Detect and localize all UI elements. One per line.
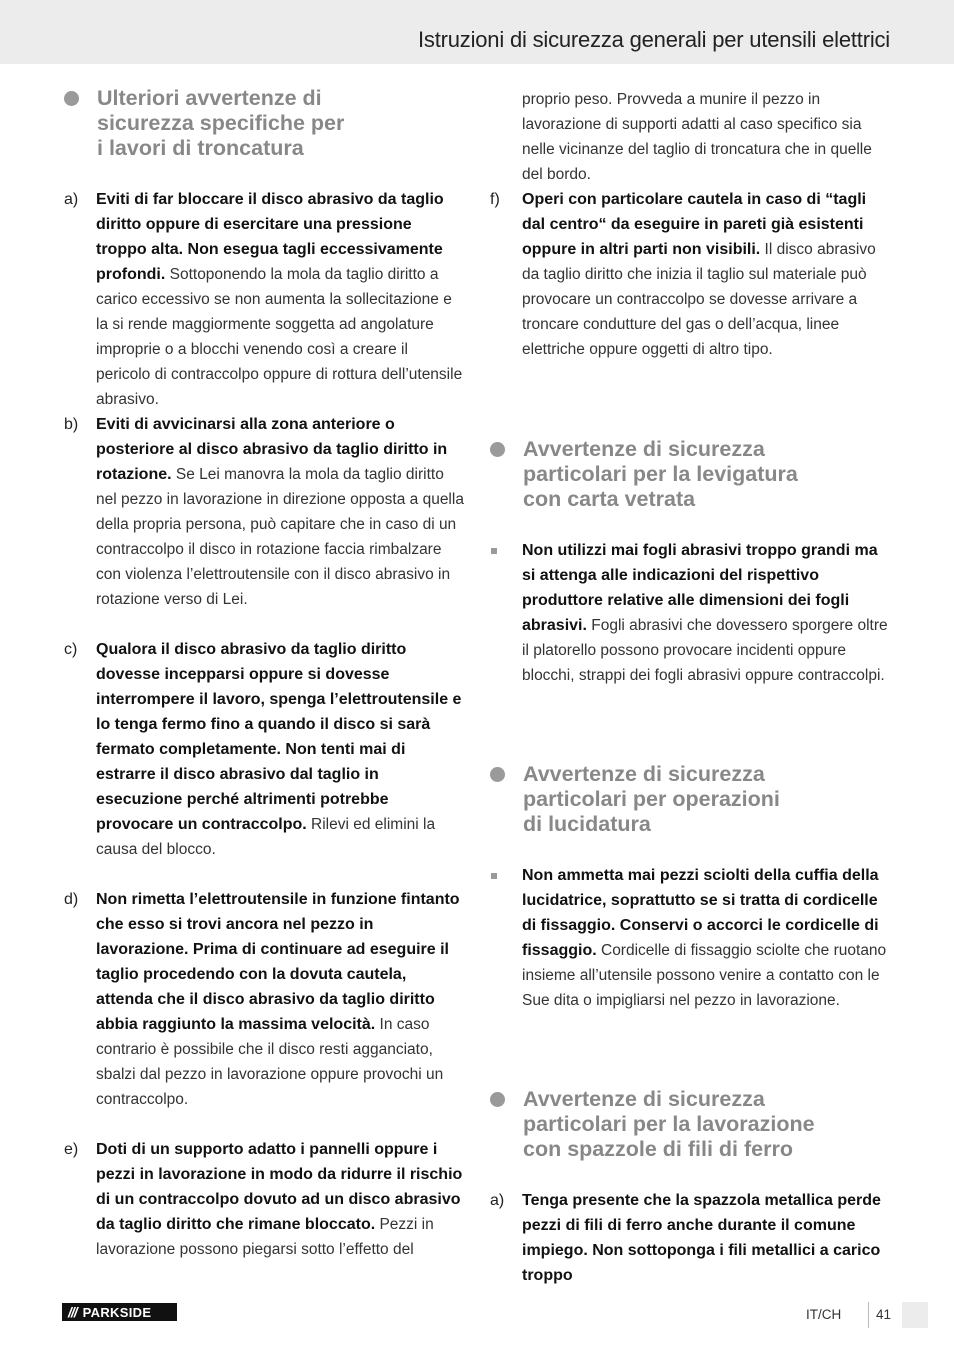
list-item-a [64, 187, 464, 412]
section-heading-text: Ulteriori avvertenze di sicurezza specifiche per i lavori di troncatura [97, 86, 345, 160]
item-marker: d) [64, 891, 79, 908]
page-header [0, 0, 954, 64]
item-body [96, 887, 464, 1112]
item-bold-text: Non ammetta mai pezzi sciolti della cuffia della lucidatrice, soprattutto se si tratta di cordicelle di fissaggio. Conservi o accorci le cordicelle di fissaggio. [522, 867, 879, 959]
list-item-d [64, 887, 464, 1112]
item-body [522, 1188, 890, 1288]
logo-text: PARKSIDE [82, 1304, 152, 1320]
item-normal-text: Pezzi in lavorazione possono piegarsi sotto l’effetto del [96, 1216, 434, 1258]
item-body [522, 187, 890, 362]
item-body [96, 412, 464, 612]
parkside-logo [62, 1303, 177, 1321]
section-heading-text: Avvertenze di sicurezza particolari per operazioni di lucidatura [523, 762, 780, 836]
item-body [96, 637, 464, 862]
item-normal-text: Sottoponendo la mola da taglio diritto a carico eccessivo se non aumenta la sollecitazione e la si rende maggiormente soggetta ad angolature improprie o a blocchi venendo così a creare il pericolo di contraccolpo oppure di rottura dell’utensile abrasivo. [96, 266, 463, 408]
section-heading-troncatura [64, 86, 464, 161]
footer-divider [868, 1302, 869, 1328]
list-item-e [64, 1137, 464, 1262]
item-bold-text: Non utilizzi mai fogli abrasivi troppo grandi ma si attenga alle indicazioni del rispettivo produttore relative alle dimensioni dei fogli abrasivi. [522, 542, 878, 634]
item-bold-text: Eviti di avvicinarsi alla zona anteriore o posteriore al disco abrasivo da taglio diritto in rotazione. [96, 416, 448, 483]
list-item-spazzole-a [490, 1188, 890, 1288]
continuation-text: proprio peso. Provveda a munire il pezzo in lavorazione di supporti adatti al caso specifico sia nelle vicinanze del taglio di troncatura che in quelle del bordo. [522, 91, 872, 183]
section-heading-levigatura [490, 437, 890, 512]
list-item-levigatura [490, 538, 890, 688]
item-normal-text: Fogli abrasivi che dovessero sporgere oltre il platorello possono provocare incidenti oppure blocchi, strappi dei fogli abrasivi oppure contraccolpi. [522, 617, 888, 684]
list-item-lucidatura [490, 863, 890, 1013]
item-marker: c) [64, 641, 78, 658]
bullet-icon [490, 1092, 505, 1107]
bullet-icon [64, 91, 79, 106]
section-heading-lucidatura [490, 762, 890, 837]
square-bullet-icon [491, 548, 497, 554]
item-bold-text: Doti di un supporto adatto i pannelli oppure i pezzi in lavorazione in modo da ridurre il rischio di un contraccolpo dovuto ad un disco abrasivo da taglio diritto che rimane bloccato. [96, 1141, 463, 1233]
item-bold-text: Tenga presente che la spazzola metallica perde pezzi di fili di ferro anche durante il comune impiego. Non sottoponga i fili metallici a carico troppo [522, 1192, 881, 1284]
page-title: Istruzioni di sicurezza generali per utensili elettrici [418, 27, 890, 52]
item-marker: b) [64, 416, 79, 433]
list-item-f [490, 187, 890, 362]
item-normal-text: In caso contrario è possibile che il disco resti agganciato, sbalzi dal pezzo in lavorazione oppure provochi un contraccolpo. [96, 1016, 444, 1108]
logo-slashes: /// [68, 1304, 77, 1320]
item-bold-text: Qualora il disco abrasivo da taglio diritto dovesse incepparsi oppure si dovesse interrompere il lavoro, spenga l’elettroutensile e lo tenga fermo fino a quando il disco si sarà fermato completamente. Non tenti mai di estrarre il disco abrasivo dal taglio in esecuzione perché altrimenti potrebbe provocare un contraccolpo. [96, 641, 462, 833]
item-bold-text: Non rimetta l’elettroutensile in funzione fintanto che esso si trovi ancora nel pezzo in lavorazione. Prima di continuare ad eseguire il taglio procedendo con la dovuta cautela, attenda che il disco abrasivo da taglio diritto abbia raggiunto la massima velocità. [96, 891, 460, 1033]
item-marker: a) [64, 191, 79, 208]
item-body [522, 863, 890, 1013]
item-marker: a) [490, 1192, 505, 1209]
list-item-c [64, 637, 464, 862]
item-bold-text: Operi con particolare cautela in caso di “tagli dal centro“ da eseguire in pareti già esistenti oppure in altri parti non visibili. [522, 191, 867, 258]
footer-tab-box [902, 1302, 928, 1328]
section-heading-spazzole [490, 1087, 890, 1162]
item-normal-text: Rilevi ed elimini la causa del blocco. [96, 816, 436, 858]
language-code: IT/CH [806, 1307, 842, 1322]
square-bullet-icon [491, 873, 497, 879]
item-bold-text: Eviti di far bloccare il disco abrasivo da taglio diritto oppure di esercitare una pressione troppo alta. Non esegua tagli eccessivamente profondi. [96, 191, 444, 283]
list-item-b [64, 412, 464, 612]
item-marker: f) [490, 191, 500, 208]
item-marker: e) [64, 1141, 79, 1158]
item-normal-text: Se Lei manovra la mola da taglio diritto nel pezzo in lavorazione in direzione opposta a quella della propria persona, può capitare che in caso di un contraccolpo il disco in rotazione faccia rimbalzare con violenza l’elettroutensile con il disco abrasivo in rotazione verso di Lei. [96, 466, 464, 608]
item-normal-text: Il disco abrasivo da taglio diritto che inizia il taglio sul materiale può provocare un contraccolpo se dovesse arrivare a troncare condutture del gas o dell’acqua, linee elettriche oppure oggetti di altro tipo. [522, 241, 876, 358]
item-body [96, 187, 464, 412]
item-body [522, 538, 890, 688]
item-body [96, 1137, 464, 1262]
section-heading-text: Avvertenze di sicurezza particolari per la levigatura con carta vetrata [523, 437, 798, 511]
bullet-icon [490, 442, 505, 457]
section-heading-text: Avvertenze di sicurezza particolari per la lavorazione con spazzole di fili di ferro [523, 1087, 815, 1161]
page-number: 41 [876, 1307, 892, 1322]
item-normal-text: Cordicelle di fissaggio sciolte che ruotano insieme all’utensile possono venire a contatto con le Sue dita o impigliarsi nel pezzo in lavorazione. [522, 942, 887, 1009]
bullet-icon [490, 767, 505, 782]
